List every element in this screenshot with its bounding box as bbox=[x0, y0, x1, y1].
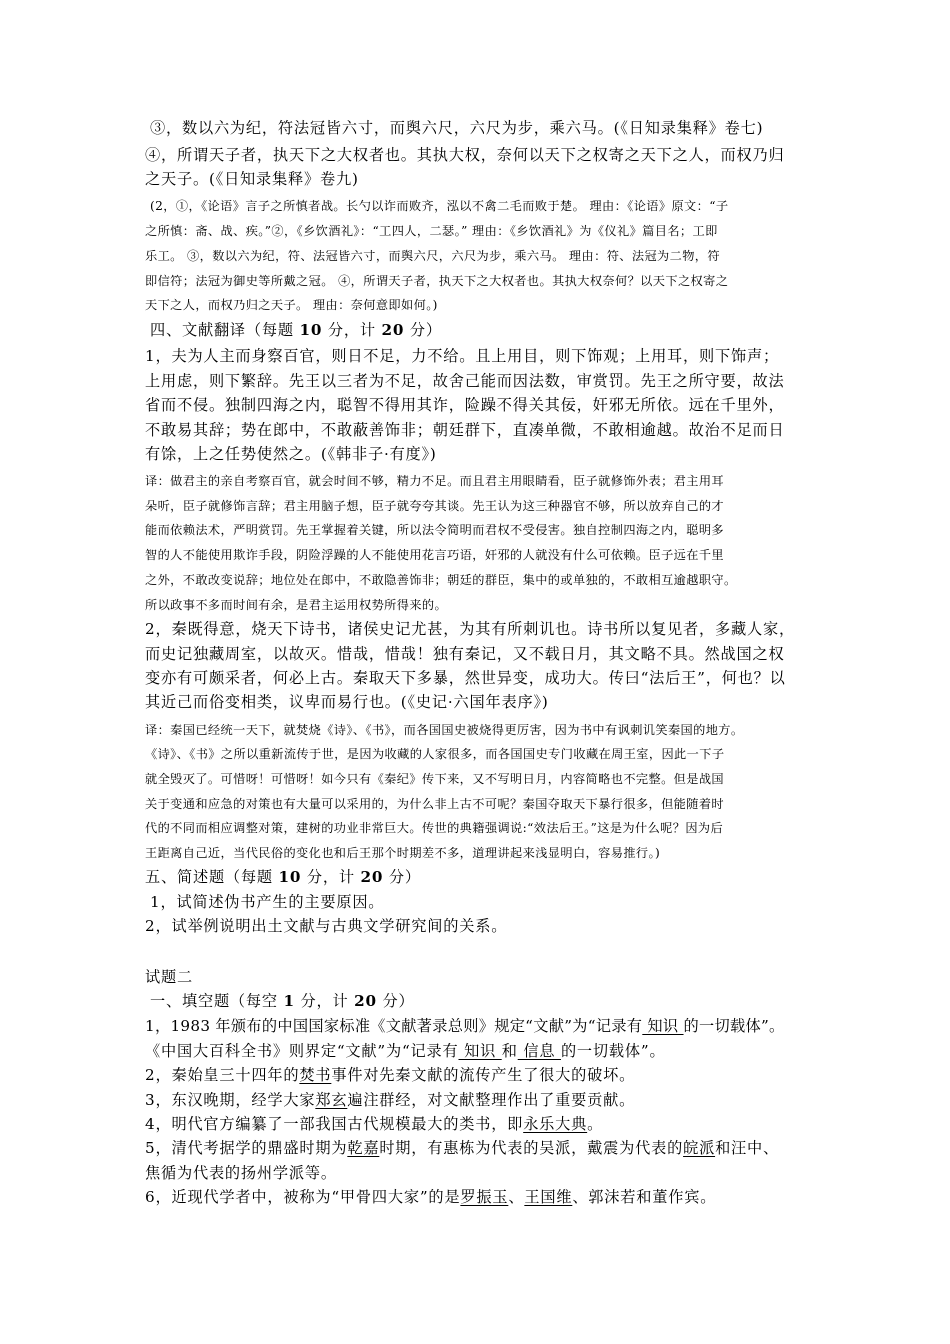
blank-answer: 乾嘉 bbox=[347, 1139, 380, 1157]
translation-1-line-2: 朵听，臣子就修饰言辞；君主用脑子想，臣子就夸夸其谈。先王认为这三种器官不够，所以放弃自己的才 bbox=[145, 499, 725, 513]
answer-line-4: 即信符；法冠为御史等所戴之冠。 ④，所谓天子者，执天下之大权者也。其执大权奈何？以天下之权寄之 bbox=[145, 274, 729, 288]
fill-5-line-1: 5，清代考据学的鼎盛时期为乾嘉时期，有惠栋为代表的吴派，戴震为代表的皖派和汪中、 bbox=[145, 1139, 780, 1157]
translation-1-line-3: 能而依赖法术，严明赏罚。先王掌握着关键，所以法令简明而君权不受侵害。独自控制四海之内，聪明多 bbox=[145, 523, 725, 537]
translation-1-line-4: 智的人不能使用欺诈手段，阴险浮躁的人不能使用花言巧语，奸邪的人就没有什么可依赖。臣子远在千里 bbox=[145, 548, 725, 562]
fill-6: 6，近现代学者中，被称为“甲骨四大家”的是罗振玉、王国维、郭沫若和董作宾。 bbox=[145, 1188, 717, 1206]
question-1-line-1: 1，夫为人主而身察百官，则日不足，力不给。且上用目，则下饰观；上用耳，则下饰声； bbox=[145, 347, 779, 365]
translation-2-line-1: 译：秦国已经统一天下，就焚烧《诗》、《书》，而各国国史被烧得更厉害，因为书中有讽刺讥笑秦国的地方。 bbox=[145, 723, 744, 737]
sentence-4-line-2: 之天子。(《日知录集释》卷九) bbox=[145, 170, 359, 188]
translation-2-line-6: 王距离自己近，当代民俗的变化也和后王那个时期差不多，道理讲起来浅显明白，容易推行。) bbox=[145, 846, 661, 860]
translation-2-line-2: 《诗》、《书》之所以重新流传于世，是因为收藏的人家很多，而各国国史专门收藏在周王室，因此一下子 bbox=[145, 747, 725, 761]
question-1-line-2: 上用虑，则下繁辞。先王以三者为不足，故舍己能而因法数，审赏罚。先王之所守要，故法 bbox=[145, 372, 785, 390]
fill-4: 4，明代官方编纂了一部我国古代规模最大的类书，即永乐大典。 bbox=[145, 1115, 604, 1133]
question-1-line-5: 有馀，上之任势使然之。(《韩非子·有度》) bbox=[145, 445, 437, 463]
blank-answer: 信息 bbox=[517, 1042, 561, 1060]
blank-answer: 皖派 bbox=[683, 1139, 716, 1157]
translation-2-line-5: 代的不同而相应调整对策，建树的功业非常巨大。传世的典籍强调说:“效法后王。”这是为什么呢？因为后 bbox=[145, 821, 724, 835]
translation-2-line-4: 关于变通和应急的对策也有大量可以采用的，为什么非上古不可呢？秦国夺取天下暴行很多，但能随着时 bbox=[145, 797, 725, 811]
blank-answer: 焚书 bbox=[299, 1066, 332, 1084]
question-2-line-4: 其近己而俗变相类，议卑而易行也。(《史记·六国年表序》) bbox=[145, 693, 549, 711]
blank-answer: 永乐大典 bbox=[523, 1115, 588, 1133]
section-1-heading: 一、填空题（每空 1 分，计 20 分） bbox=[150, 992, 415, 1010]
fill-3: 3，东汉晚期，经学大家郑玄遍注群经，对文献整理作出了重要贡献。 bbox=[145, 1091, 636, 1109]
question-1-line-3: 省而不侵。独制四海之内，聪智不得用其诈，险躁不得关其佞，奸邪无所依。远在千里外， bbox=[145, 396, 785, 414]
question-2-line-1: 2，秦既得意，烧天下诗书，诸侯史记尤甚，为其有所刺讥也。诗书所以复见者，多藏人家， bbox=[145, 620, 795, 638]
fill-1-line-2: 《中国大百科全书》则界定“文献”为“记录有 知识 和 信息 的一切载体”。 bbox=[145, 1042, 666, 1060]
section-5-heading: 五、简述题（每题 10 分，计 20 分） bbox=[145, 868, 421, 886]
fill-2: 2，秦始皇三十四年的焚书事件对先秦文献的流传产生了很大的破坏。 bbox=[145, 1066, 636, 1084]
blank-answer: 王国维 bbox=[524, 1188, 573, 1206]
part-two-heading: 试题二 bbox=[145, 968, 193, 986]
fill-1-line-1: 1，1983 年颁布的中国国家标准《文献著录总则》规定“文献”为“记录有 知识 的一切载体”。 bbox=[145, 1017, 785, 1035]
essay-question-2: 2，试举例说明出土文献与古典文学研究间的关系。 bbox=[145, 917, 508, 935]
translation-2-line-3: 就全毁灭了。可惜呀！可惜呀！如今只有《秦纪》传下来，又不写明日月，内容简略也不完整。但是战国 bbox=[145, 772, 725, 786]
question-1-line-4: 不敢易其辞；势在郎中，不敢蔽善饰非；朝廷群下，直凑单微，不敢相逾越。故治不足而日 bbox=[145, 421, 785, 439]
sentence-4-line-1: ④，所谓天子者，执天下之大权者也。其执大权，奈何以天下之权寄之天下之人，而权乃归 bbox=[145, 146, 785, 164]
blank-answer: 罗振玉 bbox=[460, 1188, 509, 1206]
answer-line-5: 天下之人，而权乃归之天子。 理由：奈何意即如何。) bbox=[145, 298, 438, 312]
question-2-line-2: 而史记独藏周室，以故灭。惜哉，惜哉！独有秦记，又不载日月，其文略不具。然战国之权 bbox=[145, 645, 785, 663]
answer-line-1: (2，①，《论语》言子之所慎者战。长勺以诈而败齐，泓以不禽二毛而败于楚。 理由：《论语》原文：“子 bbox=[150, 199, 729, 213]
translation-1-line-1: 译：做君主的亲自考察百官，就会时间不够，精力不足。而且君主用眼睛看，臣子就修饰外表；君主用耳 bbox=[145, 474, 725, 488]
question-2-line-3: 变亦有可颇采者，何必上古。秦取天下多暴，然世异变，成功大。传曰“法后王”，何也？以 bbox=[145, 669, 786, 687]
translation-1-line-5: 之外，不敢改变说辞；地位处在郎中，不敢隐善饰非；朝廷的群臣，集中的或单独的，不敢相互逾越职守。 bbox=[145, 573, 737, 587]
answer-line-2: 之所慎：斋、战、疾。”②，《乡饮酒礼》：“工四人，二瑟。” 理由：《乡饮酒礼》为《仪礼》篇目名；工即 bbox=[145, 224, 718, 238]
section-4-heading: 四、文献翻译（每题 10 分，计 20 分） bbox=[150, 321, 442, 339]
blank-answer: 知识 bbox=[458, 1042, 502, 1060]
answer-line-3: 乐工。 ③，数以六为纪，符、法冠皆六寸，而舆六尺，六尺为步，乘六马。 理由：符、法冠为二物，符 bbox=[145, 249, 720, 263]
sentence-3: ③，数以六为纪，符法冠皆六寸，而舆六尺，六尺为步，乘六马。(《日知录集释》卷七) bbox=[150, 119, 764, 137]
blank-answer: 郑玄 bbox=[315, 1091, 348, 1109]
blank-answer: 知识 bbox=[642, 1017, 684, 1035]
fill-5-line-2: 焦循为代表的扬州学派等。 bbox=[145, 1164, 337, 1182]
translation-1-line-6: 所以政事不多而时间有余，是君主运用权势所得来的。 bbox=[145, 598, 448, 612]
essay-question-1: 1，试简述伪书产生的主要原因。 bbox=[150, 893, 385, 911]
